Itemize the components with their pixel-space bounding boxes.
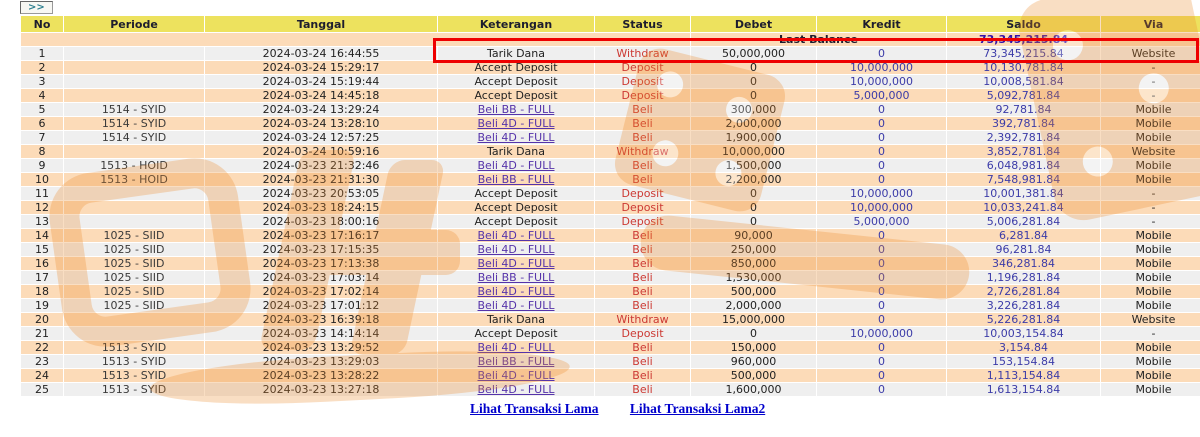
cell-debet: 2,200,000 <box>691 173 816 186</box>
table-row <box>21 61 1200 74</box>
cell-keterangan: Accept Deposit <box>438 327 594 340</box>
cell-kredit: 10,000,000 <box>817 201 946 214</box>
cell-debet: 500,000 <box>691 285 816 298</box>
cell-saldo: 5,006,281.84 <box>947 215 1100 228</box>
cell-status: Withdraw <box>595 313 690 326</box>
cell-saldo: 3,226,281.84 <box>947 299 1100 312</box>
cell-keterangan <box>438 243 594 256</box>
cell-via: - <box>1101 215 1200 228</box>
cell-via: - <box>1101 75 1200 88</box>
last-balance-label: Last Balance <box>691 33 946 46</box>
cell-tanggal: 2024-03-24 16:44:55 <box>205 47 437 60</box>
cell-debet: 0 <box>691 215 816 228</box>
keterangan-link[interactable]: Beli 4D - FULL <box>477 285 555 298</box>
cell-saldo: 10,003,154.84 <box>947 327 1100 340</box>
cell-debet: 150,000 <box>691 341 816 354</box>
cell-tanggal: 2024-03-23 21:32:46 <box>205 159 437 172</box>
cell-tanggal: 2024-03-24 12:57:25 <box>205 131 437 144</box>
cell-debet: 960,000 <box>691 355 816 368</box>
cell-periode: 1025 - SIID <box>64 271 204 284</box>
cell-no: 20 <box>21 313 63 326</box>
cell-status: Beli <box>595 229 690 242</box>
cell-status: Beli <box>595 159 690 172</box>
cell-debet: 10,000,000 <box>691 145 816 158</box>
cell-saldo: 346,281.84 <box>947 257 1100 270</box>
table-row <box>21 131 1200 144</box>
cell-periode: 1513 - SYID <box>64 369 204 382</box>
table-row <box>21 75 1200 88</box>
cell-no: 4 <box>21 89 63 102</box>
keterangan-link[interactable]: Beli BB - FULL <box>477 103 555 116</box>
cell-keterangan <box>438 383 594 396</box>
cell-tanggal: 2024-03-23 17:15:35 <box>205 243 437 256</box>
cell-via: - <box>1101 89 1200 102</box>
table-row <box>21 369 1200 382</box>
cell-tanggal: 2024-03-23 14:14:14 <box>205 327 437 340</box>
cell-kredit: 0 <box>817 145 946 158</box>
old-transactions-link[interactable]: Lihat Transaksi Lama <box>470 401 599 416</box>
cell-status: Deposit <box>595 187 690 200</box>
cell-tanggal: 2024-03-23 13:29:03 <box>205 355 437 368</box>
cell-keterangan <box>438 257 594 270</box>
table-row <box>21 341 1200 354</box>
cell-debet: 1,530,000 <box>691 271 816 284</box>
cell-no: 14 <box>21 229 63 242</box>
cell-keterangan <box>438 285 594 298</box>
cell-saldo: 1,113,154.84 <box>947 369 1100 382</box>
cell-tanggal: 2024-03-23 13:29:52 <box>205 341 437 354</box>
footer-links <box>470 401 793 417</box>
cell-status: Beli <box>595 299 690 312</box>
cell-debet: 15,000,000 <box>691 313 816 326</box>
cell-debet: 500,000 <box>691 369 816 382</box>
cell-status: Deposit <box>595 89 690 102</box>
cell-saldo: 6,281.84 <box>947 229 1100 242</box>
cell-status: Deposit <box>595 215 690 228</box>
cell-saldo: 2,392,781.84 <box>947 131 1100 144</box>
cell-kredit: 0 <box>817 383 946 396</box>
table-row <box>21 285 1200 298</box>
cell-no: 22 <box>21 341 63 354</box>
cell-periode: 1514 - SYID <box>64 117 204 130</box>
table-row <box>21 215 1200 228</box>
cell-no: 1 <box>21 47 63 60</box>
cell-via: Mobile <box>1101 117 1200 130</box>
cell-saldo: 10,033,241.84 <box>947 201 1100 214</box>
col-header-debet: Debet <box>691 16 816 32</box>
cell-saldo: 5,226,281.84 <box>947 313 1100 326</box>
cell-debet: 0 <box>691 201 816 214</box>
cell-kredit: 0 <box>817 341 946 354</box>
cell-status: Withdraw <box>595 47 690 60</box>
cell-keterangan <box>438 173 594 186</box>
cell-debet: 2,000,000 <box>691 299 816 312</box>
table-row <box>21 89 1200 102</box>
keterangan-link[interactable]: Beli BB - FULL <box>477 271 555 284</box>
keterangan-link[interactable]: Beli 4D - FULL <box>477 299 555 312</box>
cell-keterangan <box>438 271 594 284</box>
table-row <box>21 159 1200 172</box>
cell-status: Beli <box>595 285 690 298</box>
cell-periode: 1514 - SYID <box>64 131 204 144</box>
cell-debet: 0 <box>691 61 816 74</box>
cell-via: Mobile <box>1101 369 1200 382</box>
cell-no: 23 <box>21 355 63 368</box>
cell-saldo: 1,613,154.84 <box>947 383 1100 396</box>
cell-keterangan: Tarik Dana <box>438 145 594 158</box>
cell-periode: 1513 - HOID <box>64 159 204 172</box>
cell-saldo: 6,048,981.84 <box>947 159 1100 172</box>
cell-tanggal: 2024-03-23 17:01:12 <box>205 299 437 312</box>
keterangan-link[interactable]: Beli BB - FULL <box>477 355 555 368</box>
cell-via: Mobile <box>1101 131 1200 144</box>
cell-keterangan: Accept Deposit <box>438 89 594 102</box>
cell-no: 16 <box>21 257 63 270</box>
cell-no: 19 <box>21 299 63 312</box>
cell-status: Deposit <box>595 327 690 340</box>
cell-periode <box>64 327 204 340</box>
cell-no: 5 <box>21 103 63 116</box>
cell-tanggal: 2024-03-23 13:27:18 <box>205 383 437 396</box>
table-row <box>21 383 1200 396</box>
cell-kredit: 0 <box>817 47 946 60</box>
table-row <box>21 145 1200 158</box>
cell-debet: 300,000 <box>691 103 816 116</box>
cell-debet: 850,000 <box>691 257 816 270</box>
table-row <box>21 355 1200 368</box>
cell-kredit: 10,000,000 <box>817 61 946 74</box>
cell-debet: 0 <box>691 75 816 88</box>
cell-keterangan: Tarik Dana <box>438 47 594 60</box>
cell-via: - <box>1101 187 1200 200</box>
keterangan-link[interactable]: Beli 4D - FULL <box>477 229 555 242</box>
cell-status: Beli <box>595 383 690 396</box>
cell-status: Beli <box>595 271 690 284</box>
cell-via: Mobile <box>1101 271 1200 284</box>
cell-via: Mobile <box>1101 383 1200 396</box>
cell-debet: 50,000,000 <box>691 47 816 60</box>
cell-periode: 1514 - SYID <box>64 103 204 116</box>
cell-keterangan: Accept Deposit <box>438 61 594 74</box>
cell-keterangan: Accept Deposit <box>438 187 594 200</box>
cell-saldo: 153,154.84 <box>947 355 1100 368</box>
table-row <box>21 299 1200 312</box>
cell-tanggal: 2024-03-24 13:28:10 <box>205 117 437 130</box>
cell-kredit: 5,000,000 <box>817 89 946 102</box>
cell-no: 25 <box>21 383 63 396</box>
keterangan-link[interactable]: Beli 4D - FULL <box>477 159 555 172</box>
cell-tanggal: 2024-03-23 18:24:15 <box>205 201 437 214</box>
old-transactions2-link[interactable]: Lihat Transaksi Lama2 <box>629 401 766 416</box>
cell-periode <box>64 75 204 88</box>
cell-periode <box>64 201 204 214</box>
cell-saldo: 3,154.84 <box>947 341 1100 354</box>
cell-debet: 2,000,000 <box>691 117 816 130</box>
cell-saldo: 10,001,381.84 <box>947 187 1100 200</box>
cell-debet: 90,000 <box>691 229 816 242</box>
table-row <box>21 313 1200 326</box>
cell-periode: 1025 - SIID <box>64 243 204 256</box>
cell-saldo: 96,281.84 <box>947 243 1100 256</box>
cell-periode <box>64 313 204 326</box>
table-row <box>21 187 1200 200</box>
cell-saldo: 10,008,581.84 <box>947 75 1100 88</box>
cell-keterangan <box>438 117 594 130</box>
cell-no: 12 <box>21 201 63 214</box>
cell-tanggal: 2024-03-24 14:45:18 <box>205 89 437 102</box>
cell-periode: 1513 - SYID <box>64 341 204 354</box>
cell-kredit: 0 <box>817 243 946 256</box>
cell-tanggal: 2024-03-24 15:19:44 <box>205 75 437 88</box>
cell-periode: 1025 - SIID <box>64 285 204 298</box>
cell-no: 3 <box>21 75 63 88</box>
cell-no: 17 <box>21 271 63 284</box>
cell-periode <box>64 61 204 74</box>
cell-kredit: 0 <box>817 131 946 144</box>
cell-status: Beli <box>595 243 690 256</box>
last-balance-via-spacer <box>1101 33 1200 46</box>
col-header-status: Status <box>595 16 690 32</box>
cell-kredit: 0 <box>817 103 946 116</box>
cell-keterangan: Accept Deposit <box>438 75 594 88</box>
cell-no: 8 <box>21 145 63 158</box>
table-row <box>21 103 1200 116</box>
cell-debet: 250,000 <box>691 243 816 256</box>
keterangan-link[interactable]: Beli 4D - FULL <box>477 369 555 382</box>
cell-periode: 1513 - SYID <box>64 355 204 368</box>
cell-kredit: 0 <box>817 173 946 186</box>
cell-keterangan <box>438 159 594 172</box>
keterangan-link[interactable]: Beli 4D - FULL <box>477 117 555 130</box>
cell-no: 6 <box>21 117 63 130</box>
cell-kredit: 0 <box>817 369 946 382</box>
cell-keterangan <box>438 229 594 242</box>
cell-no: 2 <box>21 61 63 74</box>
cell-via: - <box>1101 201 1200 214</box>
col-header-via: Via <box>1101 16 1200 32</box>
cell-tanggal: 2024-03-23 17:16:17 <box>205 229 437 242</box>
cell-periode <box>64 47 204 60</box>
col-header-keterangan: Keterangan <box>438 16 594 32</box>
cell-periode <box>64 145 204 158</box>
table-row <box>21 257 1200 270</box>
table-row <box>21 243 1200 256</box>
col-header-saldo: Saldo <box>947 16 1100 32</box>
cell-periode <box>64 215 204 228</box>
cell-kredit: 0 <box>817 271 946 284</box>
cell-status: Deposit <box>595 75 690 88</box>
cell-debet: 0 <box>691 89 816 102</box>
cell-kredit: 0 <box>817 117 946 130</box>
table-row <box>21 117 1200 130</box>
cell-periode: 1025 - SIID <box>64 229 204 242</box>
table-row <box>21 271 1200 284</box>
cell-tanggal: 2024-03-23 18:00:16 <box>205 215 437 228</box>
col-header-kredit: Kredit <box>817 16 946 32</box>
cell-kredit: 10,000,000 <box>817 187 946 200</box>
last-balance-value: 73,345,215.84 <box>947 33 1100 46</box>
cell-kredit: 0 <box>817 285 946 298</box>
cell-no: 11 <box>21 187 63 200</box>
cell-periode: 1025 - SIID <box>64 257 204 270</box>
last-balance-row <box>21 33 1200 46</box>
cell-status: Deposit <box>595 61 690 74</box>
cell-status: Beli <box>595 257 690 270</box>
keterangan-link[interactable]: Beli 4D - FULL <box>477 257 555 270</box>
cell-no: 24 <box>21 369 63 382</box>
cell-debet: 1,600,000 <box>691 383 816 396</box>
cell-status: Beli <box>595 131 690 144</box>
keterangan-link[interactable]: Beli 4D - FULL <box>477 341 555 354</box>
keterangan-link[interactable]: Beli BB - FULL <box>477 173 555 186</box>
cell-tanggal: 2024-03-24 10:59:16 <box>205 145 437 158</box>
next-page-button[interactable]: >> <box>20 1 53 14</box>
cell-kredit: 0 <box>817 159 946 172</box>
cell-no: 7 <box>21 131 63 144</box>
cell-via: Mobile <box>1101 229 1200 242</box>
cell-kredit: 10,000,000 <box>817 327 946 340</box>
cell-tanggal: 2024-03-24 13:29:24 <box>205 103 437 116</box>
cell-no: 13 <box>21 215 63 228</box>
keterangan-link[interactable]: Beli 4D - FULL <box>477 131 555 144</box>
cell-saldo: 1,196,281.84 <box>947 271 1100 284</box>
cell-kredit: 0 <box>817 313 946 326</box>
cell-debet: 1,500,000 <box>691 159 816 172</box>
table-row <box>21 327 1200 340</box>
cell-via: Mobile <box>1101 299 1200 312</box>
col-header-tanggal: Tanggal <box>205 16 437 32</box>
cell-status: Beli <box>595 369 690 382</box>
cell-via: Mobile <box>1101 285 1200 298</box>
cell-no: 15 <box>21 243 63 256</box>
cell-periode: 1513 - SYID <box>64 383 204 396</box>
cell-saldo: 10,130,781.84 <box>947 61 1100 74</box>
cell-status: Beli <box>595 117 690 130</box>
col-header-periode: Periode <box>64 16 204 32</box>
keterangan-link[interactable]: Beli 4D - FULL <box>477 383 555 396</box>
cell-via: Mobile <box>1101 257 1200 270</box>
cell-debet: 0 <box>691 327 816 340</box>
transactions-table <box>20 15 1200 397</box>
cell-tanggal: 2024-03-23 16:39:18 <box>205 313 437 326</box>
cell-via: Mobile <box>1101 341 1200 354</box>
cell-via: Mobile <box>1101 243 1200 256</box>
cell-periode <box>64 187 204 200</box>
cell-saldo: 3,852,781.84 <box>947 145 1100 158</box>
cell-keterangan: Accept Deposit <box>438 201 594 214</box>
cell-via: Website <box>1101 313 1200 326</box>
cell-no: 10 <box>21 173 63 186</box>
cell-keterangan <box>438 131 594 144</box>
cell-periode: 1025 - SIID <box>64 299 204 312</box>
keterangan-link[interactable]: Beli 4D - FULL <box>477 243 555 256</box>
cell-saldo: 7,548,981.84 <box>947 173 1100 186</box>
cell-keterangan <box>438 299 594 312</box>
last-balance-spacer <box>21 33 690 46</box>
cell-keterangan <box>438 103 594 116</box>
cell-saldo: 2,726,281.84 <box>947 285 1100 298</box>
cell-keterangan: Tarik Dana <box>438 313 594 326</box>
cell-periode <box>64 89 204 102</box>
table-row <box>21 47 1200 60</box>
col-header-no: No <box>21 16 63 32</box>
cell-status: Withdraw <box>595 145 690 158</box>
cell-keterangan <box>438 355 594 368</box>
cell-keterangan: Accept Deposit <box>438 215 594 228</box>
cell-via: Mobile <box>1101 355 1200 368</box>
cell-saldo: 92,781.84 <box>947 103 1100 116</box>
cell-via: - <box>1101 327 1200 340</box>
cell-tanggal: 2024-03-23 17:02:14 <box>205 285 437 298</box>
cell-via: Website <box>1101 47 1200 60</box>
cell-kredit: 0 <box>817 229 946 242</box>
transactions-body <box>21 47 1200 396</box>
cell-tanggal: 2024-03-23 13:28:22 <box>205 369 437 382</box>
cell-tanggal: 2024-03-23 17:03:14 <box>205 271 437 284</box>
cell-kredit: 0 <box>817 355 946 368</box>
cell-no: 18 <box>21 285 63 298</box>
cell-tanggal: 2024-03-23 20:53:05 <box>205 187 437 200</box>
cell-status: Beli <box>595 341 690 354</box>
header-row <box>21 16 1200 32</box>
cell-via: Mobile <box>1101 173 1200 186</box>
cell-status: Beli <box>595 355 690 368</box>
cell-tanggal: 2024-03-23 21:31:30 <box>205 173 437 186</box>
cell-kredit: 0 <box>817 299 946 312</box>
cell-debet: 1,900,000 <box>691 131 816 144</box>
cell-saldo: 392,781.84 <box>947 117 1100 130</box>
cell-status: Beli <box>595 103 690 116</box>
table-row <box>21 201 1200 214</box>
cell-no: 9 <box>21 159 63 172</box>
cell-kredit: 10,000,000 <box>817 75 946 88</box>
cell-via: Mobile <box>1101 103 1200 116</box>
cell-status: Beli <box>595 173 690 186</box>
cell-keterangan <box>438 369 594 382</box>
cell-saldo: 5,092,781.84 <box>947 89 1100 102</box>
cell-keterangan <box>438 341 594 354</box>
cell-via: - <box>1101 61 1200 74</box>
cell-kredit: 0 <box>817 257 946 270</box>
cell-periode: 1513 - HOID <box>64 173 204 186</box>
table-row <box>21 173 1200 186</box>
cell-saldo: 73,345,215.84 <box>947 47 1100 60</box>
cell-tanggal: 2024-03-24 15:29:17 <box>205 61 437 74</box>
cell-debet: 0 <box>691 187 816 200</box>
cell-via: Mobile <box>1101 159 1200 172</box>
cell-via: Website <box>1101 145 1200 158</box>
cell-status: Deposit <box>595 201 690 214</box>
cell-no: 21 <box>21 327 63 340</box>
cell-kredit: 5,000,000 <box>817 215 946 228</box>
cell-tanggal: 2024-03-23 17:13:38 <box>205 257 437 270</box>
table-row <box>21 229 1200 242</box>
